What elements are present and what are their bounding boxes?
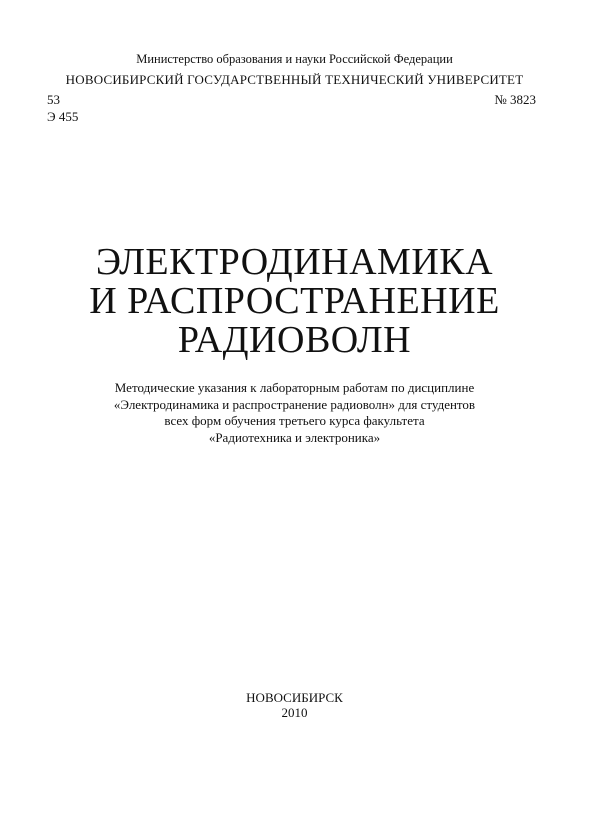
udc-code: 53 bbox=[47, 92, 60, 107]
ministry-line: Министерство образования и науки Российской Федерации bbox=[136, 52, 453, 66]
bbk-code: Э 455 bbox=[47, 109, 79, 124]
university-name: НОВОСИБИРСКИЙ ГОСУДАРСТВЕННЫЙ ТЕХНИЧЕСКИЙ УНИВЕРСИТЕТ bbox=[65, 72, 524, 87]
subtitle-line-1: Методические указания к лабораторным работам по дисциплине bbox=[114, 380, 475, 395]
subtitle-line-2: «Электродинамика и распространение радиоволн» для студентов bbox=[113, 396, 476, 412]
subtitle-line-3: всех форм обучения третьего курса факультета bbox=[164, 413, 425, 428]
title-line-1: ЭЛЕКТРОДИНАМИКА bbox=[95, 241, 494, 283]
classification-codes bbox=[47, 92, 78, 126]
publication-year: 2010 bbox=[281, 705, 308, 720]
title-line-3: РАДИОВОЛН bbox=[177, 319, 412, 361]
document-subtitle bbox=[0, 380, 589, 446]
document-number: № 3823 bbox=[494, 92, 536, 107]
subtitle-line-4: «Радиотехника и электроника» bbox=[208, 429, 381, 445]
document-title bbox=[0, 243, 589, 360]
title-line-2: И РАСПРОСТРАНЕНИЕ bbox=[89, 280, 500, 322]
publication-city: НОВОСИБИРСК bbox=[246, 690, 343, 705]
